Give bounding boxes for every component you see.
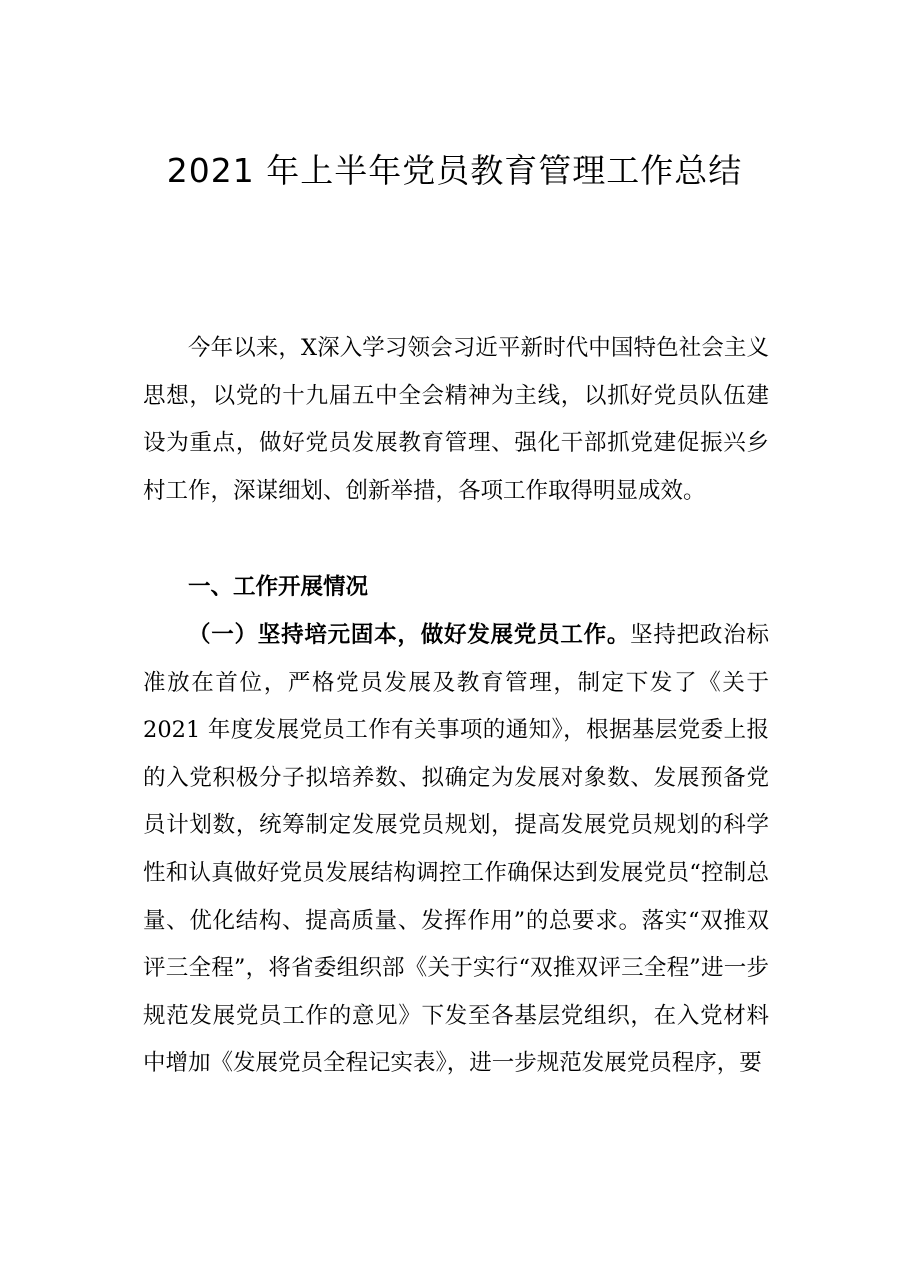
document-title: 2021 年上半年党员教育管理工作总结 (166, 151, 743, 190)
subsection-text: 坚持把政治标准放在首位，严格党员发展及教育管理，制定下发了《关于 2021 年度发展党员工作有关事项的通知》，根据基层党委上报的入党积极分子拟培养数、拟确定为发展对象数、发展预备党员计划数，统筹制定发展党员规划，提高发展党员规划的科学性和认真做好党员发展结构调控工作确保达到发展党员“控制总量、优化结构、提高质量、发挥作用”的总要求。落实“双推双评三全程”，将省委组织部《关于实行“双推双评三全程”进一步规范发展党员工作的意见》下发至各基层党组织，在入党材料中增加《发展党员全程记实表》，进一步规范发展党员程序，要 (143, 622, 769, 1077)
subsection-lead: （一）坚持培元固本，做好发展党员工作。 (188, 622, 631, 648)
intro-paragraph: 今年以来，X深入学习领会习近平新时代中国特色社会主义思想，以党的十九届五中全会精神为主线，以抓好党员队伍建设为重点，做好党员发展教育管理、强化干部抓党建促振兴乡村工作，深谋细划、创新举措，各项工作取得明显成效。 (143, 335, 769, 504)
subsection-paragraph (143, 612, 769, 1088)
section-heading: 一、工作开展情况 (188, 574, 369, 600)
